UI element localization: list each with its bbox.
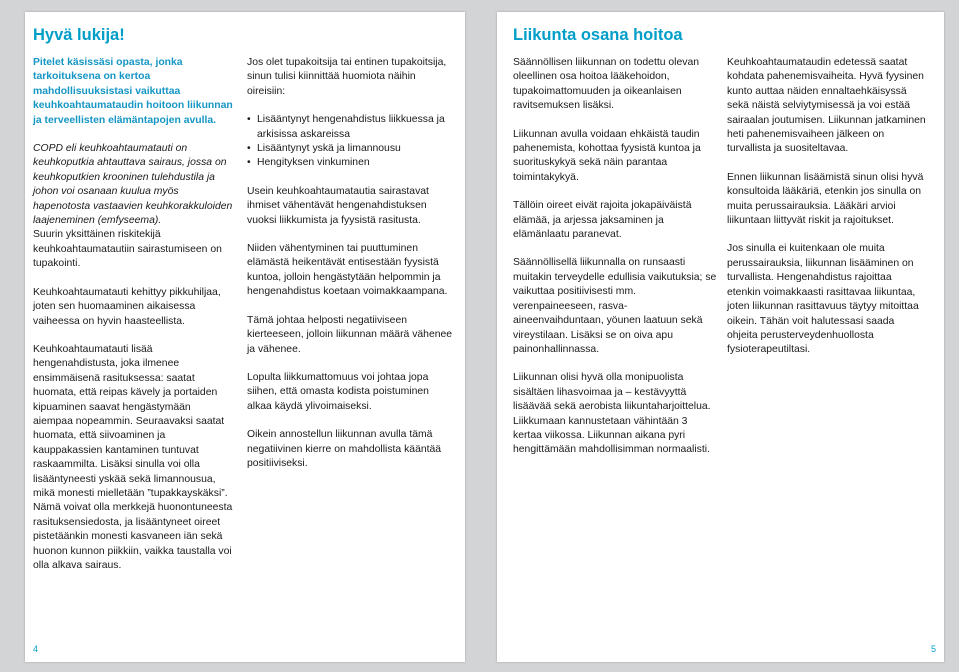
prevention-paragraph: Liikunnan avulla voidaan ehkäistä taudin pahenemista, kohottaa fyysistä kuntoa ja suorituskykyä sekä näin parantaa toimintakykyä. [513, 128, 701, 183]
right-page-column-1 [513, 56, 717, 472]
list-item: • Lisääntynyt yskä ja limannousu [247, 142, 453, 156]
left-page-column-1 [33, 56, 233, 587]
quality-of-life-paragraph: Tällöin oireet eivät rajoita jokapäiväistä elämää, ja arjessa jaksaminen ja elämänlaatu paranevat. [513, 200, 692, 241]
exercise-variety-paragraph: Liikunnan olisi hyvä olla monipuolista sisältäen lihasvoimaa ja – kestävyyttä lisäävää sekä aerobista liikuntaharjoittelua. Liikkumaan kannustetaan vähintään 3 kertaa viikossa. Liikunnan aikana pyri hengittämään mahdollisimman normaalisti. [513, 372, 711, 456]
right-page-column-2 [727, 56, 927, 372]
copd-definition-paragraph: COPD eli keuhkoahtaumatauti on keuhkoputkia ahtauttava sairaus, jossa on keuhkoputkien krooninen tulehdustila ja johon voi osanaan kuulua myös hapenotosta vastaavien keuhkorakkuloiden laajeneminen (emfyseema). [33, 143, 233, 227]
immobility-paragraph: Lopulta liikkumattomuus voi johtaa jopa siihen, että omasta kodista poistuminen alkaa käydä ylivoimaiseksi. [247, 371, 429, 412]
development-paragraph: Keuhkoahtaumatauti kehittyy pikkuhiljaa, joten sen huomaaminen aikaisessa vaiheessa on hyvin haasteellista. [33, 286, 221, 327]
list-item: • Hengityksen vinkuminen [247, 156, 453, 170]
consult-doctor-paragraph: Ennen liikunnan lisäämistä sinun olisi hyvä konsultoida lääkäriä, etenkin jos sinulla on muita perussairauksia. Lääkäri arvioi liikuntaan liittyvät riskit ja rajoitukset. [727, 171, 924, 227]
positive-turn-paragraph: Oikein annostellun liikunnan avulla tämä negatiivinen kierre on mahdollista kääntää positiiviseksi. [247, 429, 442, 469]
right-page [497, 12, 944, 662]
list-item: • Lisääntynyt hengenahdistus liikkuessa ja arkisissa askareissa [247, 113, 453, 142]
negative-cycle-paragraph: Tämä johtaa helposti negatiiviseen kierteeseen, jolloin liikunnan määrä vähenee ja vähenee. [247, 314, 453, 355]
symptom-bullet-list [247, 113, 453, 171]
activity-reduction-paragraph: Usein keuhkoahtaumatautia sairastavat ihmiset vähentävät hengenahdistuksen vuoksi liikkumista ja fyysistä rasitusta. [247, 185, 429, 226]
smoker-attention-paragraph: Jos olet tupakoitsija tai entinen tupakoitsija, sinun tulisi kiinnittää huomiota näihin oireisiin: [247, 57, 447, 97]
page-number-left: 4 [33, 644, 39, 654]
safe-exercise-paragraph: Jos sinulla ei kuitenkaan ole muita perussairauksia, liikunnan lisääminen on turvallista. Hengenahdistus rajoittaa etenkin voimakkaasti rasittavaa liikuntaa, joten liikunnan rasittavuus täytyy mitoittaa oikein. Tähän voit halutessasi saada ohjeita perusterveydenhuollosta fysioterapeutiltasi. [727, 243, 919, 356]
exacerbation-paragraph: Keuhkoahtaumataudin edetessä saatat kohdata pahenemisvaiheita. Hyvä fyysinen kunto auttaa näiden ennaltaehkäisyssä sekä näistä selviytymisessä ja voi estää sairaalan joutumisen. Liikunnan jatkaminen heti pahenemisvaiheen jälkeen on turvallista ja suositeltavaa. [727, 57, 926, 155]
left-page-column-2 [247, 56, 453, 485]
left-page-title: Hyvä lukija! [33, 26, 125, 44]
left-page [25, 12, 465, 662]
regular-exercise-paragraph: Säännöllisen liikunnan on todettu olevan oleellinen osa hoitoa lääkehoidon, tupakoimattomuuden ja oikeanlaisen ravitsemuksen lisäksi. [513, 57, 700, 112]
right-page-title: Liikunta osana hoitoa [513, 26, 683, 44]
health-benefits-paragraph: Säännöllisellä liikunnalla on runsaasti muitakin terveydelle edullisia vaikutuksia; se vaikuttaa positiivisesti mm. verenpaineeseen, rasva-aineenvaihduntaan, yöunen laatuun sekä vireystilaan. Lisäksi se on oiva apu painonhallinnassa. [513, 257, 717, 355]
symptoms-paragraph: Keuhkoahtaumatauti lisää hengenahdistusta, joka ilmenee ensimmäisenä rasituksessa: saatat huomata, että reipas kävely ja portaiden kipuaminen saavat hengästymään aiempaa nopeammin. Seuraavaksi saatat huomata, että siivoaminen ja kauppakassien kantaminen tuntuvat raskaammilta. Lisäksi sinulla voi olla lisääntyneesti yskää sekä limannousua, mikä monesti mielletään ”tupakkayskäksi”. Nämä voivat olla merkkejä huonontuneesta rasituksensiedosta, ja lisääntyneet oireet pistetäänkin monesti kasvaneen iän sekä huonon kunnon piikkiin, vaikka taustalla voi olla alkava sairaus. [33, 343, 233, 571]
risk-factor-paragraph: Suurin yksittäinen riskitekijä keuhkoahtaumatautiin sairastumiseen on tupakointi. [33, 229, 222, 270]
intro-paragraph: Pitelet käsissäsi opasta, jonka tarkoituksena on kertoa mahdollisuuksistasi vaikuttaa keuhkoahtaumataudin hoitoon liikunnan ja terveellisten elämäntapojen avulla. [33, 57, 233, 126]
fitness-decline-paragraph: Niiden vähentyminen tai puuttuminen elämästä heikentävät entisestään fyysistä kuntoa, jolloin hengästytään helpommin ja hengenahdistus koetaan voimakkaampana. [247, 243, 448, 298]
page-number-right: 5 [930, 644, 936, 654]
